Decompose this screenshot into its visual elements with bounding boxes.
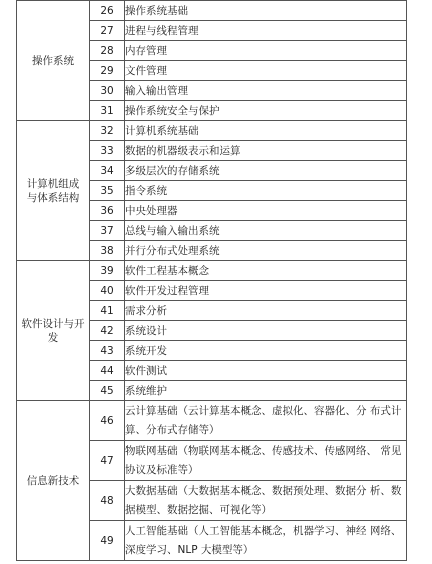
row-number: 47	[90, 441, 125, 481]
topic-cell: 操作系统安全与保护	[125, 101, 407, 121]
category-cell	[17, 1, 90, 121]
topic-cell: 软件测试	[125, 361, 407, 381]
row-number: 37	[90, 221, 125, 241]
category-label: 与体系结构	[26, 191, 80, 204]
category-cell	[17, 121, 90, 261]
table-row	[17, 261, 407, 281]
topic-cell: 软件开发过程管理	[125, 281, 407, 301]
row-number: 46	[90, 401, 125, 441]
topic-cell: 操作系统基础	[125, 1, 407, 21]
topic-cell: 人工智能基础（人工智能基本概念，机器学习、神经 网络、深度学习、NLP 大模型等）	[125, 521, 407, 561]
row-number: 41	[90, 301, 125, 321]
row-number: 48	[90, 481, 125, 521]
row-number: 31	[90, 101, 125, 121]
row-number: 44	[90, 361, 125, 381]
row-number: 33	[90, 141, 125, 161]
topic-cell: 系统维护	[125, 381, 407, 401]
row-number: 35	[90, 181, 125, 201]
topic-cell: 需求分析	[125, 301, 407, 321]
topic-cell: 云计算基础（云计算基本概念、虚拟化、容器化、分 布式计算、分布式存储等）	[125, 401, 407, 441]
syllabus-table	[16, 0, 407, 561]
row-number: 29	[90, 61, 125, 81]
topic-cell: 物联网基础（物联网基本概念、传感技术、传感网络、 常见协议及标准等）	[125, 441, 407, 481]
row-number: 39	[90, 261, 125, 281]
topic-cell: 并行分布式处理系统	[125, 241, 407, 261]
row-number: 45	[90, 381, 125, 401]
row-number: 34	[90, 161, 125, 181]
category-label: 操作系统	[32, 54, 74, 67]
topic-cell: 计算机系统基础	[125, 121, 407, 141]
table-row	[17, 121, 407, 141]
row-number: 27	[90, 21, 125, 41]
category-label: 计算机组成	[26, 177, 80, 190]
topic-cell: 进程与线程管理	[125, 21, 407, 41]
row-number: 43	[90, 341, 125, 361]
topic-cell: 总线与输入输出系统	[125, 221, 407, 241]
category-cell	[17, 401, 90, 561]
table-row	[17, 401, 407, 441]
row-number: 40	[90, 281, 125, 301]
topic-cell: 系统设计	[125, 321, 407, 341]
row-number: 38	[90, 241, 125, 261]
row-number: 26	[90, 1, 125, 21]
topic-cell: 软件工程基本概念	[125, 261, 407, 281]
row-number: 42	[90, 321, 125, 341]
category-cell	[17, 261, 90, 401]
topic-cell: 文件管理	[125, 61, 407, 81]
topic-cell: 多级层次的存储系统	[125, 161, 407, 181]
topic-cell: 中央处理器	[125, 201, 407, 221]
row-number: 49	[90, 521, 125, 561]
topic-cell: 大数据基础（大数据基本概念、数据预处理、数据分 析、数据模型、数据挖掘、可视化等）	[125, 481, 407, 521]
row-number: 30	[90, 81, 125, 101]
topic-cell: 指令系统	[125, 181, 407, 201]
row-number: 32	[90, 121, 125, 141]
topic-cell: 内存管理	[125, 41, 407, 61]
category-label: 软件设计与开	[21, 317, 85, 330]
row-number: 36	[90, 201, 125, 221]
topic-cell: 数据的机器级表示和运算	[125, 141, 407, 161]
topic-cell: 系统开发	[125, 341, 407, 361]
topic-cell: 输入输出管理	[125, 81, 407, 101]
row-number: 28	[90, 41, 125, 61]
category-label: 发	[47, 331, 59, 344]
table-row	[17, 1, 407, 21]
category-label: 信息新技术	[26, 474, 80, 487]
